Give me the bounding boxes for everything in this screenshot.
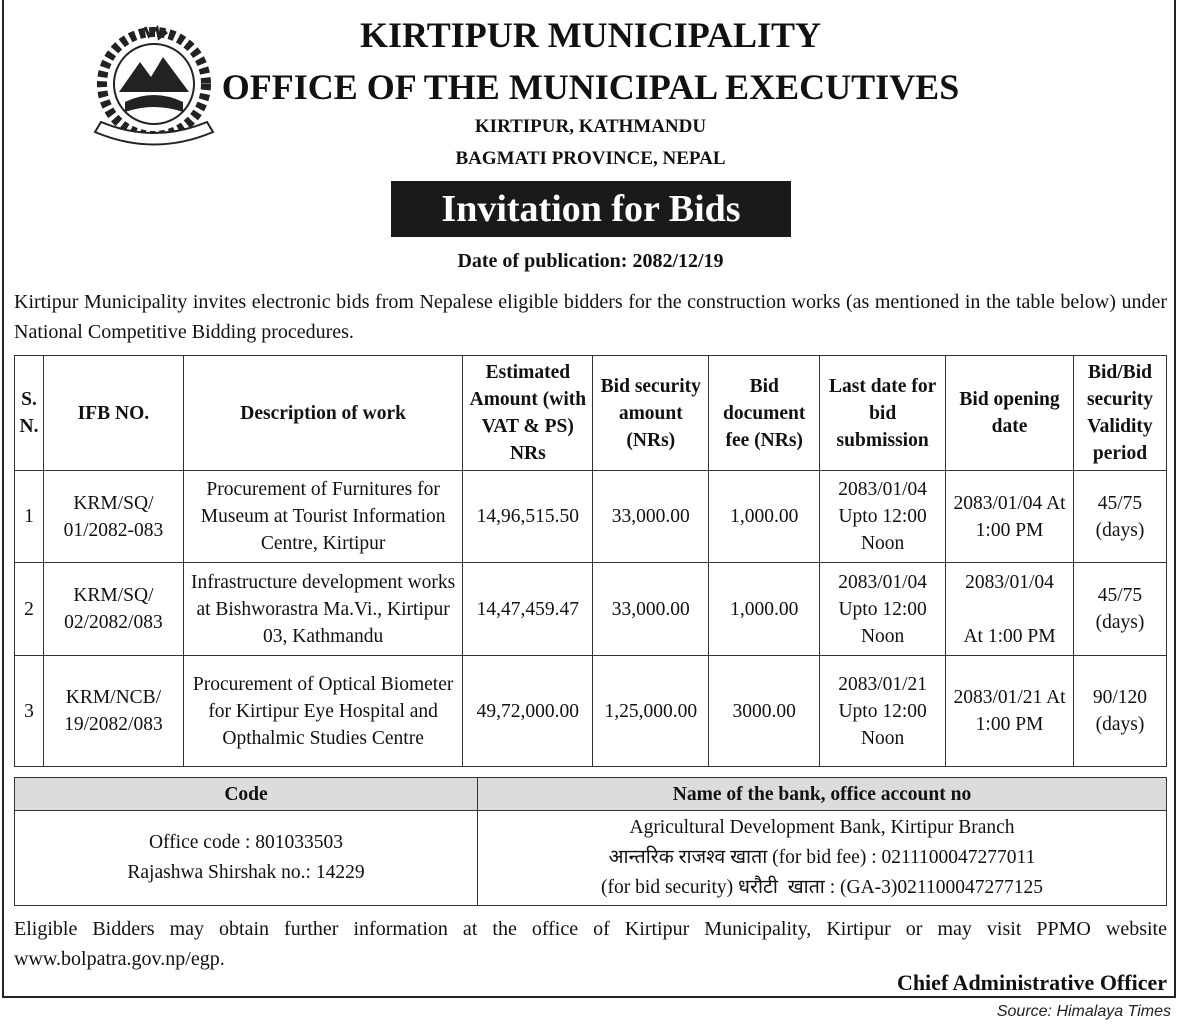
office-code: Office code : 801033503 <box>148 832 344 853</box>
bank-name: Agricultural Development Bank, Kirtipur Branch <box>629 817 1015 838</box>
cell-opening: 2083/01/04 At 1:00 PM <box>946 471 1074 563</box>
column-header: Description of work <box>183 356 463 471</box>
notice-title: Invitation for Bids <box>391 181 791 237</box>
column-header: Last date for bid submission <box>820 356 946 471</box>
column-header: Bid document fee (NRs) <box>709 356 820 471</box>
cell-security: 33,000.00 <box>593 471 709 563</box>
cell-sn: 2 <box>15 563 44 656</box>
column-header: S. N. <box>15 356 44 471</box>
cell-estimate: 14,96,515.50 <box>463 471 593 563</box>
cell-desc: Procurement of Optical Biometer for Kirtipur Eye Hospital and Opthalmic Studies Centre <box>183 656 463 767</box>
cell-validity: 45/75 (days) <box>1073 563 1166 656</box>
cell-validity: 45/75 (days) <box>1073 471 1166 563</box>
cell-security: 33,000.00 <box>593 563 709 656</box>
rajashwa-code: Rajashwa Shirshak no.: 14229 <box>127 862 365 883</box>
cell-last-date: 2083/01/04 Upto 12:00 Noon <box>820 471 946 563</box>
cell-sn: 1 <box>15 471 44 563</box>
column-header: Bid opening date <box>946 356 1074 471</box>
cell-desc: Procurement of Furnitures for Museum at Tourist Information Centre, Kirtipur <box>183 471 463 563</box>
cell-security: 1,25,000.00 <box>593 656 709 767</box>
code-header: Code <box>15 778 478 811</box>
table-row <box>15 563 1167 656</box>
footer-paragraph: Eligible Bidders may obtain further information at the office of Kirtipur Municipality, Kirtipur or may visit PPMO website www.bolpatra.gov.np/egp. <box>14 918 1167 970</box>
cell-last-date: 2083/01/21 Upto 12:00 Noon <box>820 656 946 767</box>
address-line-1: KIRTIPUR, KATHMANDU <box>474 116 707 137</box>
bank-header: Name of the bank, office account no <box>478 778 1167 811</box>
table-header-row <box>15 356 1167 471</box>
column-header: IFB NO. <box>43 356 183 471</box>
cell-fee: 3000.00 <box>709 656 820 767</box>
cell-fee: 1,000.00 <box>709 471 820 563</box>
cell-estimate: 49,72,000.00 <box>463 656 593 767</box>
table-row <box>15 471 1167 563</box>
bank-code-table <box>14 777 1167 906</box>
cell-opening: 2083/01/04 At 1:00 PM <box>946 563 1074 656</box>
cell-last-date: 2083/01/04 Upto 12:00 Noon <box>820 563 946 656</box>
cell-desc: Infrastructure development works at Bishworastra Ma.Vi., Kirtipur 03, Kathmandu <box>183 563 463 656</box>
cell-ifb: KRM/NCB/ 19/2082/083 <box>43 656 183 767</box>
cell-ifb: KRM/SQ/ 01/2082-083 <box>43 471 183 563</box>
bids-table <box>14 355 1167 767</box>
cell-fee: 1,000.00 <box>709 563 820 656</box>
fee-account: आन्तरिक राजश्व खाता (for bid fee) : 0211100047277011 <box>608 847 1036 868</box>
table-row <box>15 656 1167 767</box>
code-cell <box>15 811 478 906</box>
cell-opening: 2083/01/21 At 1:00 PM <box>946 656 1074 767</box>
office-title: OFFICE OF THE MUNICIPAL EXECUTIVES <box>221 67 960 107</box>
cell-estimate: 14,47,459.47 <box>463 563 593 656</box>
column-header: Bid security amount (NRs) <box>593 356 709 471</box>
bank-cell <box>478 811 1167 906</box>
source-credit: Source: Himalaya Times <box>996 1003 1171 1020</box>
cell-validity: 90/120 (days) <box>1073 656 1166 767</box>
cell-sn: 3 <box>15 656 44 767</box>
column-header: Bid/Bid security Validity period <box>1073 356 1166 471</box>
municipality-title: KIRTIPUR MUNICIPALITY <box>359 15 822 55</box>
column-header: Estimated Amount (with VAT & PS) NRs <box>463 356 593 471</box>
address-line-2: BAGMATI PROVINCE, NEPAL <box>455 148 726 169</box>
publication-date: Date of publication: 2082/12/19 <box>457 250 724 272</box>
intro-paragraph: Kirtipur Municipality invites electronic bids from Nepalese eligible bidders for the construction works (as mentioned in the table below) under National Competitive Bidding procedures. <box>14 291 1167 343</box>
signatory: Chief Administrative Officer <box>896 970 1167 995</box>
cell-ifb: KRM/SQ/ 02/2082/083 <box>43 563 183 656</box>
security-account: (for bid security) धरौटी खाता : (GA-3)021100047277125 <box>601 877 1043 898</box>
